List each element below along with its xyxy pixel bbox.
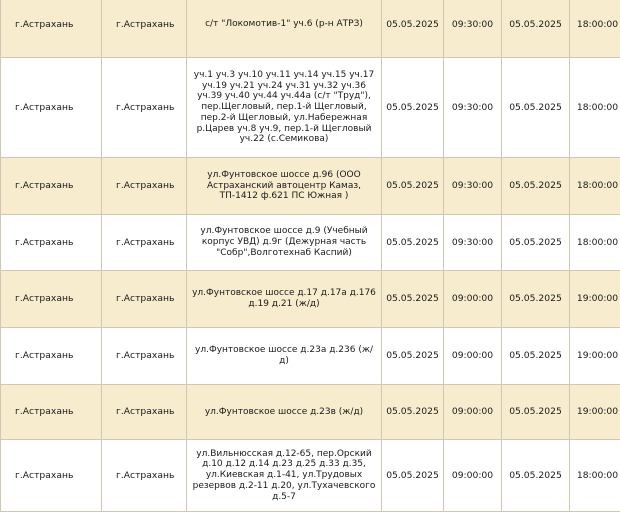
locality-cell: г.Астрахань bbox=[102, 385, 187, 440]
start-date-cell: 05.05.2025 bbox=[382, 0, 444, 58]
region-cell: г.Астрахань bbox=[1, 215, 102, 271]
start-date-cell: 05.05.2025 bbox=[382, 328, 444, 385]
end-time-cell: 18:00:00 bbox=[570, 440, 620, 512]
end-time-cell: 19:00:00 bbox=[570, 271, 620, 328]
start-time-cell: 09:30:00 bbox=[444, 58, 502, 158]
address-cell: ул.Вильнюсская д.12-65, пер.Орский д.10 д.12 д.14 д.23 д.25 д.33 д.35, ул.Киевская д.1-41, ул.Трудовых резервов д.2-11 д.20, ул.Тухачевского д.5-7 bbox=[187, 440, 382, 512]
table-row bbox=[1, 215, 620, 271]
start-time-cell: 09:00:00 bbox=[444, 271, 502, 328]
end-date-cell: 05.05.2025 bbox=[502, 328, 570, 385]
start-date-cell: 05.05.2025 bbox=[382, 58, 444, 158]
address-cell: ул.Фунтовское шоссе д.96 (ООО Астраханский автоцентр Камаз, ТП-1412 ф.621 ПС Южная ) bbox=[187, 158, 382, 215]
region-cell: г.Астрахань bbox=[1, 440, 102, 512]
locality-cell: г.Астрахань bbox=[102, 58, 187, 158]
end-date-cell: 05.05.2025 bbox=[502, 385, 570, 440]
region-cell: г.Астрахань bbox=[1, 328, 102, 385]
address-cell: ул.Фунтовское шоссе д.23а д.236 (ж/д) bbox=[187, 328, 382, 385]
address-cell: ул.Фунтовское шоссе д.17 д.17а д.176 д.19 д.21 (ж/д) bbox=[187, 271, 382, 328]
locality-cell: г.Астрахань bbox=[102, 328, 187, 385]
table-row bbox=[1, 0, 620, 58]
start-time-cell: 09:30:00 bbox=[444, 0, 502, 58]
end-time-cell: 18:00:00 bbox=[570, 215, 620, 271]
start-time-cell: 09:00:00 bbox=[444, 440, 502, 512]
locality-cell: г.Астрахань bbox=[102, 158, 187, 215]
end-time-cell: 18:00:00 bbox=[570, 158, 620, 215]
end-date-cell: 05.05.2025 bbox=[502, 158, 570, 215]
start-time-cell: 09:00:00 bbox=[444, 328, 502, 385]
start-date-cell: 05.05.2025 bbox=[382, 271, 444, 328]
locality-cell: г.Астрахань bbox=[102, 0, 187, 58]
region-cell: г.Астрахань bbox=[1, 0, 102, 58]
table-row bbox=[1, 385, 620, 440]
end-date-cell: 05.05.2025 bbox=[502, 271, 570, 328]
table-row bbox=[1, 158, 620, 215]
start-date-cell: 05.05.2025 bbox=[382, 440, 444, 512]
region-cell: г.Астрахань bbox=[1, 158, 102, 215]
address-cell: ул.Фунтовское шоссе д.23в (ж/д) bbox=[187, 385, 382, 440]
address-cell: уч.1 уч.3 уч.10 уч.11 уч.14 уч.15 уч.17 уч.19 уч.21 уч.24 уч.31 уч.32 уч.36 уч.39 уч.40 уч.44 уч.44а (с/т "Труд"), пер.Щегловый, пер.1-й Щегловый, пер.2-й Щегловый, ул.Набережная р.Царев уч.8 уч.9, пер.1-й Щегловый уч.22 (с.Семикова) bbox=[187, 58, 382, 158]
locality-cell: г.Астрахань bbox=[102, 271, 187, 328]
start-time-cell: 09:00:00 bbox=[444, 385, 502, 440]
region-cell: г.Астрахань bbox=[1, 58, 102, 158]
end-date-cell: 05.05.2025 bbox=[502, 58, 570, 158]
locality-cell: г.Астрахань bbox=[102, 440, 187, 512]
start-date-cell: 05.05.2025 bbox=[382, 385, 444, 440]
table-row bbox=[1, 271, 620, 328]
end-time-cell: 18:00:00 bbox=[570, 0, 620, 58]
address-cell: ул.Фунтовское шоссе д.9 (Учебный корпус УВД) д.9г (Дежурная часть "Собр",Волготехнаб Каспий) bbox=[187, 215, 382, 271]
end-date-cell: 05.05.2025 bbox=[502, 440, 570, 512]
end-time-cell: 19:00:00 bbox=[570, 328, 620, 385]
start-time-cell: 09:30:00 bbox=[444, 158, 502, 215]
table-row bbox=[1, 58, 620, 158]
region-cell: г.Астрахань bbox=[1, 271, 102, 328]
start-date-cell: 05.05.2025 bbox=[382, 158, 444, 215]
locality-cell: г.Астрахань bbox=[102, 215, 187, 271]
region-cell: г.Астрахань bbox=[1, 385, 102, 440]
start-date-cell: 05.05.2025 bbox=[382, 215, 444, 271]
address-cell: с/т "Локомотив-1" уч.6 (р-н АТРЗ) bbox=[187, 0, 382, 58]
end-time-cell: 19:00:00 bbox=[570, 385, 620, 440]
end-date-cell: 05.05.2025 bbox=[502, 215, 570, 271]
end-time-cell: 18:00:00 bbox=[570, 58, 620, 158]
end-date-cell: 05.05.2025 bbox=[502, 0, 570, 58]
table-row bbox=[1, 328, 620, 385]
start-time-cell: 09:30:00 bbox=[444, 215, 502, 271]
